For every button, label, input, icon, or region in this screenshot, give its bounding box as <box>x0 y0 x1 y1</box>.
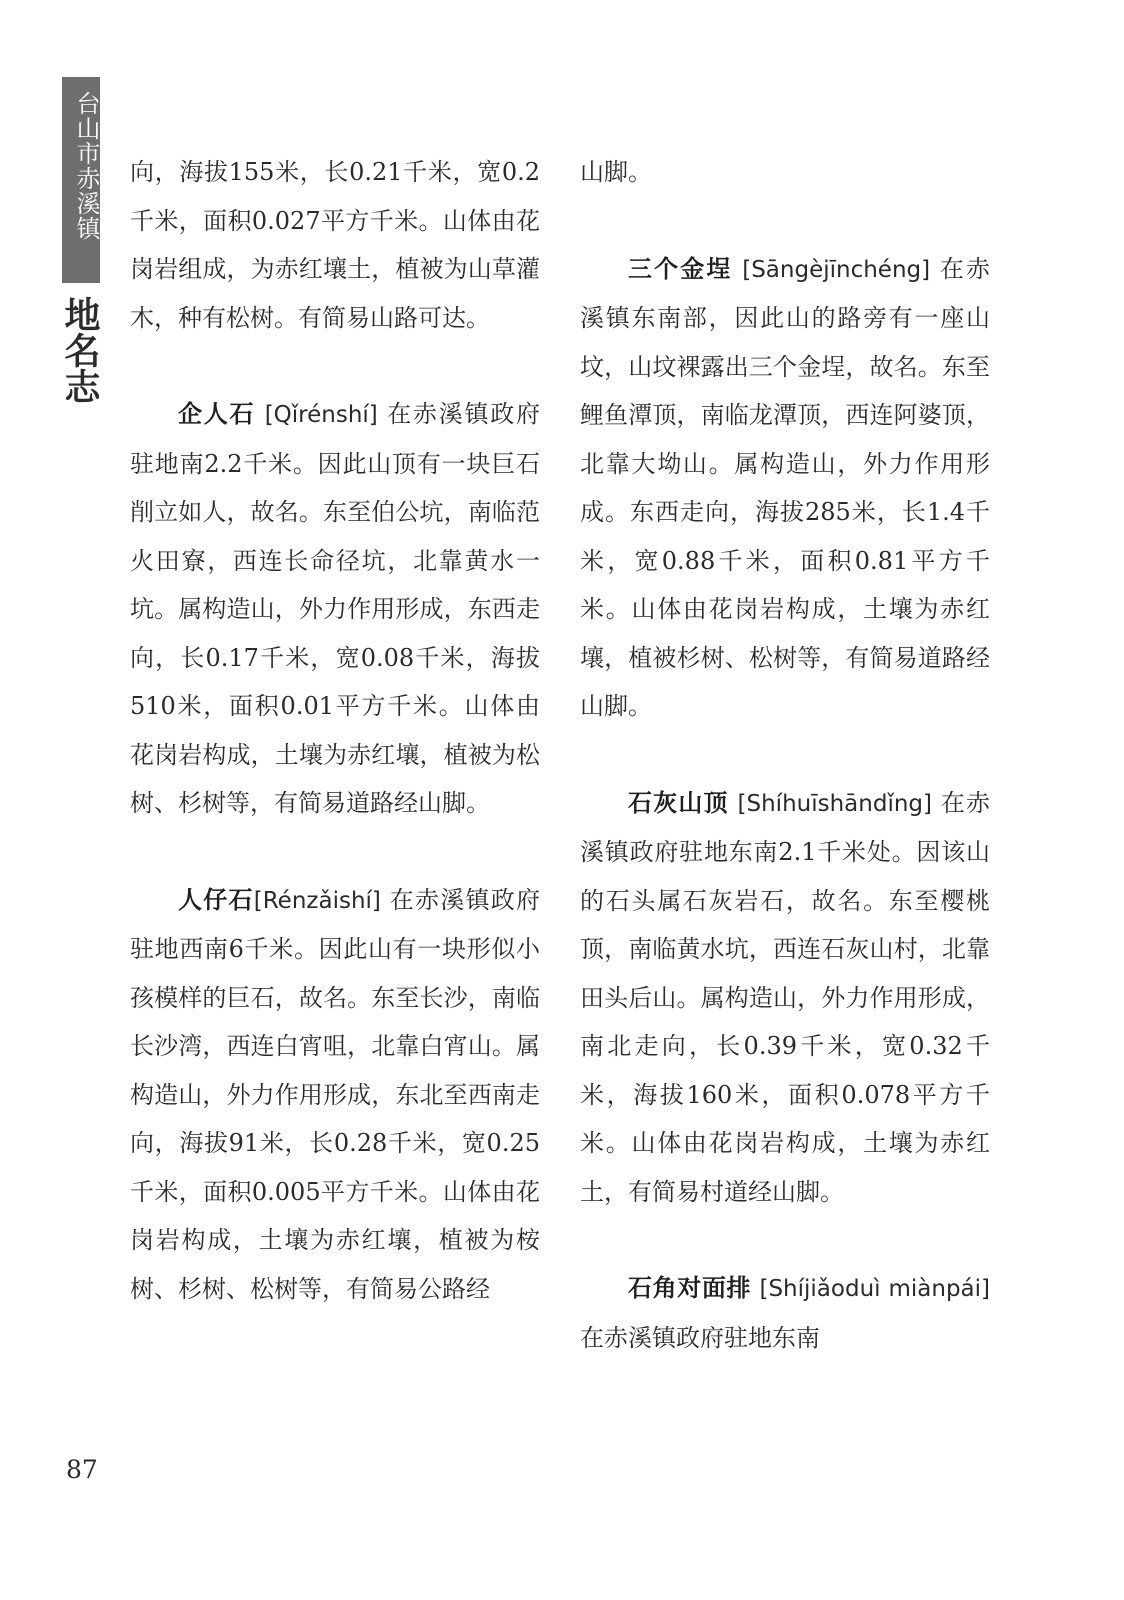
entry-name: 石灰山顶 <box>628 787 729 817</box>
page-number: 87 <box>66 1455 98 1484</box>
entry-pinyin: [Rénzǎishí] <box>253 887 381 914</box>
entry-name: 石角对面排 <box>628 1273 752 1302</box>
entry-text: 在赤溪镇政府驻地南2.2千米。因此山顶有一块巨石削立如人，故名。东至伯公坑，南临范火田寮，西连长命径坑，北靠黄水一坑。属构造山，外力作用形成，东西走向，长0.17千米，宽0.08千米，海拔510米，面积0.01平方千米。山体由花岗岩构成，土壤为赤红壤，植被为松树、杉树等，有简易道路经山脚。 <box>130 400 541 817</box>
right-column <box>580 148 990 1410</box>
entry-text: 在赤溪镇政府驻地东南 <box>580 1323 820 1352</box>
entry-name: 人仔石 <box>178 884 254 914</box>
entry-name: 三个金埕 <box>628 253 733 283</box>
entry-text: 在赤溪镇东南部，因此山的路旁有一座山坟，山坟裸露出三个金埕，故名。东至鲤鱼潭顶，南临龙潭顶，西连阿婆顶，北靠大坳山。属构造山，外力作用形成。东西走向，海拔285米，长1.4千米，宽0.88千米，面积0.81平方千米。山体由花岗岩构成，土壤为赤红壤，植被杉树、松树等，有简易道路经山脚。 <box>580 254 990 720</box>
entry-text: 在赤溪镇政府驻地东南2.1千米处。因该山的石头属石灰岩石，故名。东至樱桃顶，南临黄水坑，西连石灰山村，北靠田头后山。属构造山，外力作用形成，南北走向，长0.39千米，宽0.32千米，海拔160米，面积0.078平方千米。山体由花岗岩构成，土壤为赤红土，有简易村道经山脚。 <box>580 788 990 1206</box>
entry-paragraph <box>130 390 540 828</box>
entry-paragraph <box>580 1264 990 1362</box>
chapter-tab <box>62 77 100 283</box>
entry-pinyin: [Shíjiǎoduì miànpái] <box>759 1276 991 1302</box>
entry-paragraph <box>580 245 990 731</box>
continuation-paragraph: 向，海拔155米，长0.21千米，宽0.2千米，面积0.027平方千米。山体由花岗岩组成，为赤红壤土，植被为山草灌木，种有松树。有简易山路可达。 <box>130 158 540 332</box>
entry-paragraph <box>130 876 540 1314</box>
chapter-tab-label: 台山市赤溪镇 <box>72 91 100 241</box>
entry-pinyin: [Qǐrénshí] <box>264 402 378 428</box>
entry-text: 在赤溪镇政府驻地西南6千米。因此山有一块形似小孩模样的巨石，故名。东至长沙，南临长沙湾，西连白宵咀，北靠白宵山。属构造山，外力作用形成，东北至西南走向，海拔91米，长0.28千米，宽0.25千米，面积0.005平方千米。山体由花岗岩构成，土壤为赤红壤，植被为桉树、杉树、松树等，有简易公路经 <box>130 885 541 1303</box>
entry-paragraph <box>580 779 990 1217</box>
book-title: 地名志 <box>59 296 100 404</box>
entry-pinyin: [Sāngèjīnchéng] <box>742 256 931 283</box>
entry-pinyin: [Shíhuīshāndǐng] <box>737 790 932 817</box>
continuation-paragraph: 山脚。 <box>580 158 652 186</box>
left-column <box>130 148 540 1361</box>
entry-name: 企人石 <box>178 399 256 428</box>
